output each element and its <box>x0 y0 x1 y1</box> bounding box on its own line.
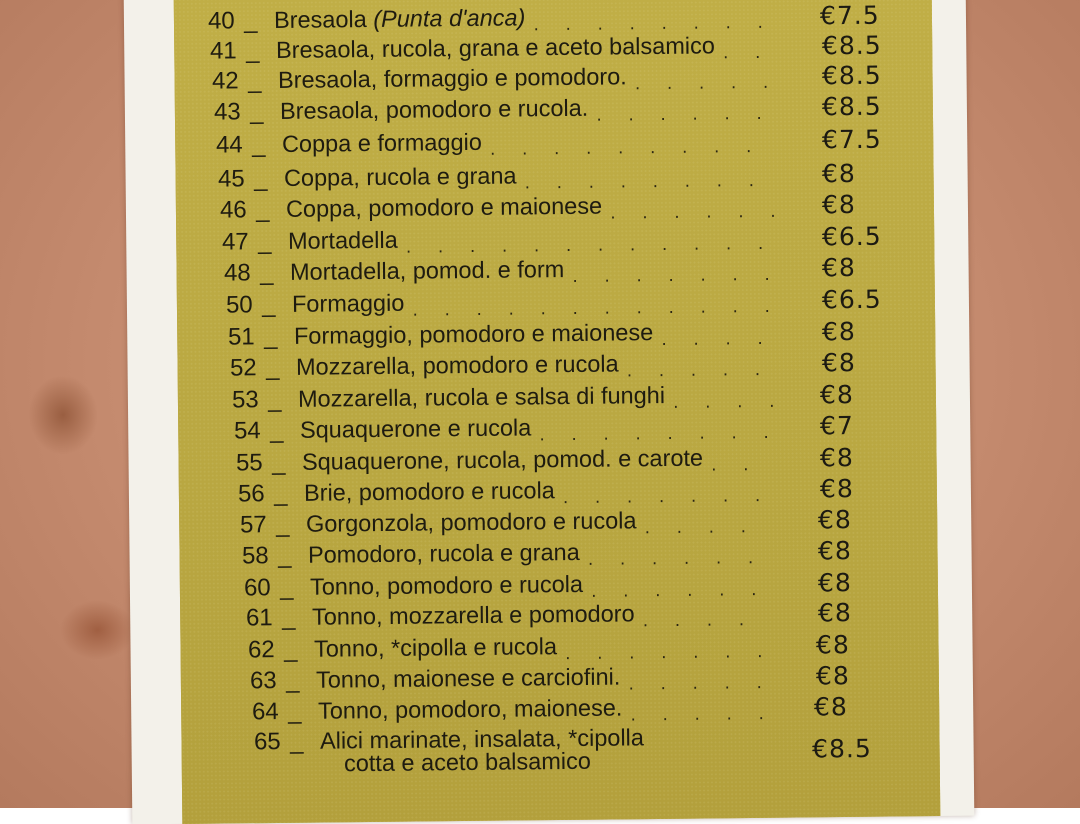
menu-item-price: €8 <box>821 158 856 189</box>
menu-item-number: 45 <box>217 165 245 193</box>
menu-item-separator: _ <box>275 510 290 539</box>
menu-item-note: (Punta d'anca) <box>373 4 526 32</box>
leader-dots: . . . . . <box>626 358 788 381</box>
menu-item-separator: _ <box>261 291 276 319</box>
menu-item-price: €8 <box>817 505 852 535</box>
menu-item-separator: _ <box>263 323 278 351</box>
menu-item-name-text: Formaggio, pomodoro e maionese <box>293 319 654 349</box>
menu-item-name-text: Squaquerone, rucola, pomod. e carote <box>301 444 704 475</box>
menu-item-name-text: Mortadella <box>287 226 398 254</box>
leader-dots: . . . . . . . . . . . . <box>412 295 797 320</box>
menu-item-number: 47 <box>221 228 249 256</box>
menu-item-number: 65 <box>253 728 281 756</box>
menu-item-number: 63 <box>249 667 277 695</box>
menu-item-name-continuation: cotta e aceto balsamico <box>343 747 592 777</box>
leader-dots: . . <box>723 41 788 63</box>
menu-item-price: €8 <box>817 598 852 628</box>
menu-item-name <box>274 4 526 34</box>
menu-item-number: 60 <box>243 574 271 602</box>
menu-item-name-text: Alici marinate, insalata, *cipolla <box>319 724 645 754</box>
menu-item-name <box>276 32 715 64</box>
menu-item-separator: _ <box>251 131 266 159</box>
menu-item-price: €8 <box>821 348 856 378</box>
menu-item-name-text: Coppa e formaggio <box>281 128 482 157</box>
menu-item-separator: _ <box>257 228 272 256</box>
menu-item-name <box>304 477 555 507</box>
menu-item-number: 44 <box>215 131 243 159</box>
menu-item-price: €8.5 <box>821 91 882 122</box>
menu-item-number: 46 <box>219 196 247 224</box>
menu-item-name-text: Coppa, rucola e grana <box>283 162 517 191</box>
menu-item-separator: _ <box>267 386 282 414</box>
leader-dots: . . . . . . . <box>565 640 790 664</box>
menu-item-separator: _ <box>289 727 304 756</box>
leader-dots: . . . . . . . . . . . . <box>405 232 791 257</box>
menu-item-price: €8 <box>819 380 854 410</box>
leader-dots: . . . . . . <box>591 578 784 601</box>
menu-item-number: 64 <box>251 698 279 726</box>
menu-item-name-text: Formaggio <box>291 289 405 317</box>
leader-dots: . . . . . <box>634 71 796 94</box>
leader-dots: . . . . . . <box>610 200 803 223</box>
menu-item-price: €7.5 <box>819 0 880 31</box>
menu-item-name <box>292 290 405 318</box>
menu-item-number: 51 <box>227 323 255 351</box>
menu-item-number: 54 <box>233 417 261 445</box>
menu-item-separator: _ <box>283 635 298 664</box>
menu-item-price: €8 <box>821 189 856 220</box>
menu-item-name <box>300 414 532 443</box>
menu-item-name <box>310 571 583 601</box>
menu-item-name <box>278 63 627 94</box>
menu-item-name-text: Gorgonzola, pomodoro e rucola <box>305 507 637 537</box>
menu-item-price: €8.5 <box>821 30 882 61</box>
menu-item-price: €8 <box>817 536 852 566</box>
menu-item-number: 40 <box>207 7 235 35</box>
leader-dots: . . . . . . . <box>563 484 788 508</box>
menu-item-name-text: Mozzarella, pomodoro e rucola <box>295 350 619 380</box>
menu-item-number: 48 <box>223 259 251 287</box>
menu-item-separator: _ <box>259 259 274 287</box>
menu-item-name-text: Tonno, maionese e carciofini. <box>315 663 621 693</box>
menu-item-number: 52 <box>229 354 257 382</box>
menu-item-name <box>318 695 623 725</box>
menu-item-name <box>308 539 580 569</box>
menu-item-number: 43 <box>213 98 241 126</box>
menu-item-separator: _ <box>273 480 288 508</box>
menu-item-name <box>280 95 589 125</box>
menu-item-price: €6.5 <box>821 221 882 252</box>
menu-item-number: 62 <box>247 636 275 664</box>
menu-item-number: 50 <box>225 291 253 319</box>
menu-item-name <box>290 256 565 286</box>
menu-item-name-text: Bresaola, rucola, grana e aceto balsamico <box>275 32 716 63</box>
menu-item-number: 56 <box>237 480 265 508</box>
menu-item-price: €8 <box>815 661 850 691</box>
menu-item-number: 58 <box>241 542 269 570</box>
leader-dots: . . <box>711 453 776 475</box>
menu-item-name-text: Bresaola <box>273 6 367 33</box>
menu-item-number: 42 <box>211 67 239 95</box>
menu-item-number: 53 <box>231 386 259 414</box>
menu-item-price: €8 <box>815 630 850 660</box>
menu-item-name <box>286 193 602 223</box>
menu-item-price: €8.5 <box>811 733 872 764</box>
leader-dots: . . . . . . <box>587 546 781 569</box>
menu-item-name-text: Coppa, pomodoro e maionese <box>285 192 603 222</box>
menu-item-name-text: Tonno, mozzarella e pomodoro <box>311 600 635 630</box>
menu-item-name-text: Pomodoro, rucola e grana <box>307 538 580 568</box>
menu-item-separator: _ <box>279 573 294 602</box>
menu-item-separator: _ <box>269 417 284 445</box>
menu-item-price: €8 <box>817 568 852 598</box>
menu-item-separator: _ <box>245 37 260 65</box>
leader-dots: . . . . . <box>630 702 791 725</box>
leader-dots: . . . . <box>661 327 790 350</box>
menu-item-name <box>284 163 517 192</box>
menu-item-name-text: Tonno, pomodoro, maionese. <box>317 694 623 724</box>
menu-item-separator: _ <box>287 697 302 726</box>
menu-item-separator: _ <box>285 666 300 695</box>
menu-item-name-text: Mozzarella, rucola e salsa di funghi <box>297 382 666 412</box>
menu-item-price: €7 <box>819 411 854 441</box>
leader-dots: . . . . <box>642 608 772 631</box>
leader-dots: . . . . . . . . <box>539 421 796 445</box>
menu-item-separator: _ <box>271 449 286 477</box>
menu-item-name-text: Tonno, *cipolla e rucola <box>313 633 558 662</box>
menu-item-name <box>314 633 557 663</box>
menu-item-number: 55 <box>235 449 263 477</box>
menu-item-price: €8.5 <box>821 60 882 91</box>
leader-dots: . . . . <box>673 390 802 412</box>
menu-item-price: €8 <box>821 317 856 347</box>
menu-item-name <box>312 600 635 630</box>
menu-item-separator: _ <box>255 196 270 224</box>
menu-item-price: €8 <box>821 252 856 283</box>
menu-item-price: €8 <box>819 474 854 504</box>
menu-item-number: 61 <box>245 604 273 632</box>
menu-item-name-text: Brie, pomodoro e rucola <box>303 477 555 506</box>
menu-item-name <box>294 319 653 350</box>
menu-item-name <box>316 664 621 694</box>
menu-item-separator: _ <box>265 354 280 382</box>
menu-item-price: €8 <box>819 443 854 473</box>
menu-item-row <box>216 124 912 163</box>
leader-dots: . . . . . . <box>596 102 789 125</box>
menu-item-name <box>288 227 398 255</box>
menu-item-price: €7.5 <box>821 124 882 155</box>
menu-item-separator: _ <box>253 165 268 193</box>
menu-item-separator: _ <box>281 603 296 632</box>
leader-dots: . . . . . . . . <box>533 11 790 35</box>
menu-item-name <box>306 507 637 537</box>
menu-item-name-text: Mortadella, pomod. e form <box>289 256 565 285</box>
leader-dots: . . . . . <box>628 671 789 694</box>
menu-item-name-text: Bresaola, pomodoro e rucola. <box>279 94 589 124</box>
menu-item-name <box>296 351 619 381</box>
menu-item-number: 57 <box>239 511 267 539</box>
leader-dots: . . . . . . . . . <box>490 135 779 159</box>
menu-item-price: €8 <box>813 692 848 722</box>
leader-dots: . . . . . . . <box>572 263 797 286</box>
menu-item-separator: _ <box>247 67 262 95</box>
menu-item-separator: _ <box>243 7 258 35</box>
menu-item-name-text: Tonno, pomodoro e rucola <box>309 570 584 600</box>
menu-item-name <box>282 129 482 158</box>
menu-item-name <box>298 382 665 413</box>
menu-item-name-text: Squaquerone e rucola <box>299 414 532 443</box>
leader-dots: . . . . . . . . <box>524 169 781 193</box>
menu-item-separator: _ <box>249 98 264 126</box>
leader-dots: . . . . <box>644 515 773 538</box>
menu-item-separator: _ <box>277 541 292 570</box>
menu-item-number: 41 <box>209 37 237 65</box>
menu-item-name <box>302 445 703 476</box>
menu-item-price: €6.5 <box>821 284 882 315</box>
menu-item-name-text: Bresaola, formaggio e pomodoro. <box>277 63 627 93</box>
